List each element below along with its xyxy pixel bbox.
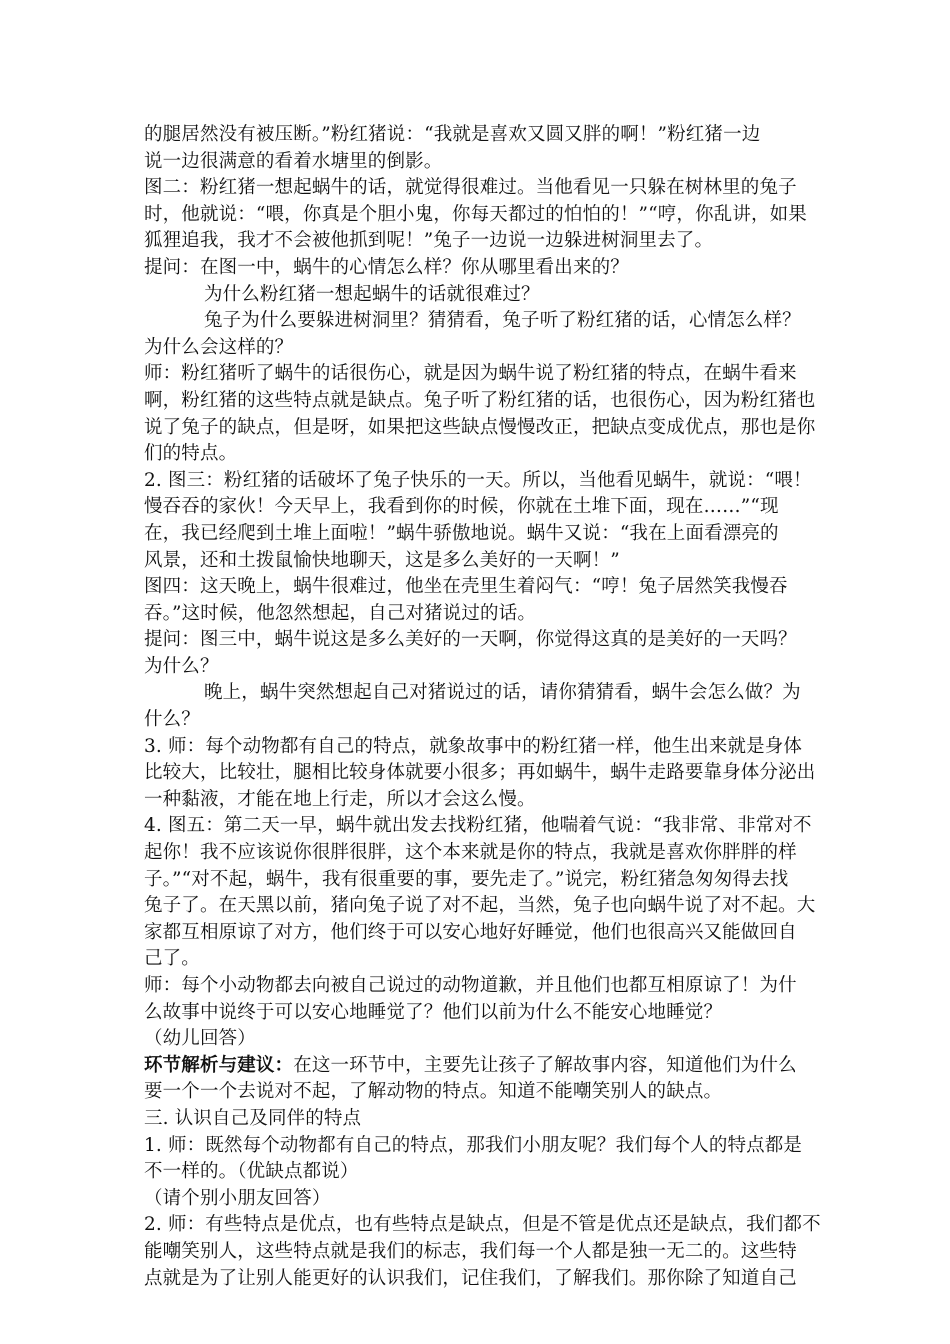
text-line: 图二：粉红猪一想起蜗牛的话，就觉得很难过。当他看见一只躲在树林里的兔子	[144, 177, 797, 199]
text-line: 点就是为了让别人能更好的认识我们，记住我们，了解我们。那你除了知道自己	[144, 1267, 797, 1289]
text-line: 图四：这天晚上，蜗牛很难过，他坐在壳里生着闷气：“哼！兔子居然笑我慢吞	[144, 576, 788, 598]
text-line: 么故事中说终于可以安心地睡觉了？他们以前为什么不能安心地睡觉？	[144, 1001, 723, 1023]
text-line: 们的特点。	[144, 443, 238, 465]
analysis-line	[144, 1053, 808, 1080]
text-line: （幼儿回答）	[144, 1028, 256, 1050]
text-line: 说一边很满意的看着水塘里的倒影。	[144, 150, 443, 172]
text-line: 的腿居然没有被压断。”粉红猪说：“我就是喜欢又圆又胖的啊！”粉红猪一边	[144, 124, 761, 145]
text-line: 慢吞吞的家伙！今天早上，我看到你的时候，你就在土堆下面，现在……”“现	[144, 496, 779, 518]
text-line: 兔子了。在天黑以前，猪向兔子说了对不起，当然，兔子也向蜗牛说了对不起。大	[144, 895, 816, 917]
text-line: 能嘲笑别人，这些特点就是我们的标志，我们每一个人都是独一无二的。这些特	[144, 1240, 797, 1262]
text-line: 风景，还和土拨鼠愉快地聊天，这是多么美好的一天啊！”	[144, 549, 620, 571]
text-line: 师：粉红猪听了蜗牛的话很伤心，就是因为蜗牛说了粉红猪的特点，在蜗牛看来	[144, 363, 797, 385]
text-line: 什么？	[144, 709, 200, 731]
text-line: 啊，粉红猪的这些特点就是缺点。兔子听了粉红猪的话，也很伤心，因为粉红猪也	[144, 389, 816, 411]
text-line: 2. 图三：粉红猪的话破坏了兔子快乐的一天。所以，当他看见蜗牛，就说：“喂！	[144, 469, 812, 491]
text-line: 2. 师：有些特点是优点，也有些特点是缺点，但是不管是优点还是缺点，我们都不	[144, 1214, 821, 1236]
text-line: 为什么？	[144, 655, 219, 677]
section-heading: 三. 认识自己及同伴的特点	[144, 1107, 362, 1129]
text-line: 兔子为什么要躲进树洞里？猜猜看，兔子听了粉红猪的话，心情怎么样？	[204, 310, 801, 332]
text-line: 1. 师：既然每个动物都有自己的特点，那我们小朋友呢？我们每个人的特点都是	[144, 1134, 803, 1156]
analysis-text: 在这一环节中，主要先让孩子了解故事内容，知道他们为什么	[293, 1054, 797, 1076]
text-line: 提问：图三中，蜗牛说这是多么美好的一天啊，你觉得这真的是美好的一天吗？	[144, 629, 797, 651]
text-line: 4. 图五：第二天一早，蜗牛就出发去找粉红猪，他喘着气说：“我非常、非常对不	[144, 815, 812, 837]
text-line: 要一个一个去说对不起，了解动物的特点。知道不能嘲笑别人的缺点。	[144, 1081, 723, 1103]
text-line: 说了兔子的缺点，但是呀，如果把这些缺点慢慢改正，把缺点变成优点，那也是你	[144, 416, 816, 438]
text-line: 家都互相原谅了对方，他们终于可以安心地好好睡觉，他们也很高兴又能做回自	[144, 921, 797, 943]
text-line: 己了。	[144, 948, 200, 970]
text-line: （请个别小朋友回答）	[144, 1187, 331, 1209]
text-line: 提问：在图一中，蜗牛的心情怎么样？你从哪里看出来的？	[144, 256, 629, 278]
document-page	[144, 122, 821, 1292]
text-line: 一种黏液，才能在地上行走，所以才会这么慢。	[144, 788, 536, 810]
text-line: 为什么粉红猪一想起蜗牛的话就很难过？	[204, 283, 540, 305]
text-line: 不一样的。（优缺点都说）	[144, 1161, 359, 1183]
text-line: 晚上，蜗牛突然想起自己对猪说过的话，请你猜猜看，蜗牛会怎么做？为	[204, 682, 801, 704]
text-line: 比较大，比较壮，腿相比较身体就要小很多；再如蜗牛，蜗牛走路要靠身体分泌出	[144, 762, 816, 784]
text-line: 为什么会这样的？	[144, 336, 294, 358]
text-line: 吞。”这时候，他忽然想起，自己对猪说过的话。	[144, 602, 537, 624]
text-line: 子。”“对不起，蜗牛，我有很重要的事，要先走了。”说完，粉红猪急匆匆得去找	[144, 868, 789, 890]
text-line: 起你！我不应该说你很胖很胖，这个本来就是你的特点，我就是喜欢你胖胖的样	[144, 842, 797, 864]
text-line: 时，他就说：“喂，你真是个胆小鬼，你每天都过的怕怕的！”“哼，你乱讲，如果	[144, 203, 807, 225]
text-line: 狐狸追我，我才不会被他抓到呢！”兔子一边说一边躲进树洞里去了。	[144, 230, 714, 252]
analysis-label: 环节解析与建议：	[144, 1054, 294, 1076]
text-line: 3. 师：每个动物都有自己的特点，就象故事中的粉红猪一样，他生出来就是身体	[144, 735, 803, 757]
text-line: 师：每个小动物都去向被自己说过的动物道歉，并且他们也都互相原谅了！为什	[144, 975, 797, 996]
text-line: 在，我已经爬到土堆上面啦！”蜗牛骄傲地说。蜗牛又说：“我在上面看漂亮的	[144, 522, 779, 544]
